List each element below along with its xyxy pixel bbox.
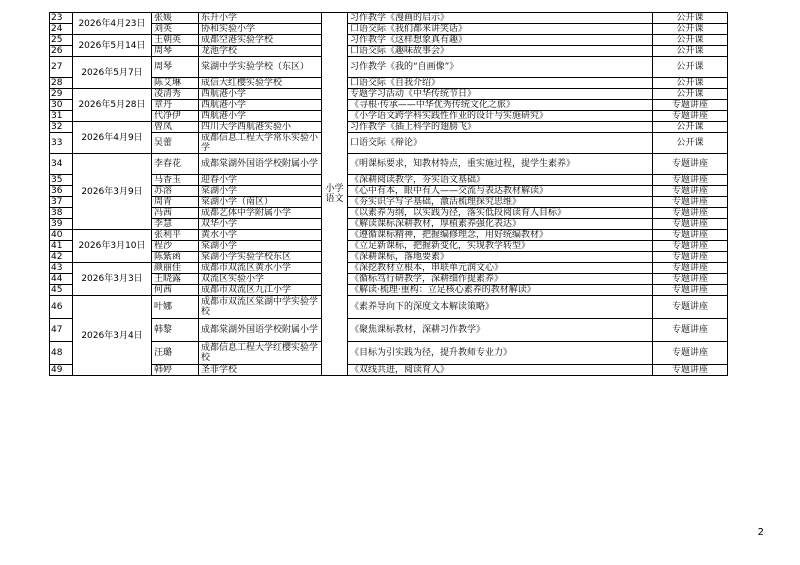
row-number: 26 [50, 46, 73, 57]
table-row [50, 342, 728, 365]
row-number: 41 [50, 241, 73, 252]
row-number: 37 [50, 197, 73, 208]
teacher-name: 曾凤 [152, 122, 199, 133]
table-row [50, 100, 728, 111]
table-row [50, 46, 728, 57]
row-number: 27 [50, 57, 73, 78]
teacher-name: 章丹 [152, 100, 199, 111]
lesson-title: 《解读课标深耕教材，厚植素养强化表达》 [348, 219, 653, 230]
teacher-name: 韩黎 [152, 319, 199, 342]
row-number: 25 [50, 35, 73, 46]
table-row [50, 175, 728, 186]
school-cell: 成都信息工程大学常乐实验小学 [199, 133, 322, 154]
lesson-title: 习作教学《插上科学的翅膀飞》 [348, 122, 653, 133]
school-cell: 西航港小学 [199, 111, 322, 122]
lesson-type: 公开课 [653, 46, 728, 57]
row-number: 29 [50, 89, 73, 100]
row-number: 24 [50, 24, 73, 35]
table-row [50, 252, 728, 263]
table-row [50, 219, 728, 230]
school-cell: 棠湖小学（南区） [199, 197, 322, 208]
lesson-title: 《遵循课标精神，把握编修理念，用好统编教材》 [348, 230, 653, 241]
lesson-type: 专题讲座 [653, 263, 728, 274]
table-row [50, 78, 728, 89]
table-row [50, 186, 728, 197]
lesson-type: 专题讲座 [653, 365, 728, 376]
table-row [50, 208, 728, 219]
lesson-type: 公开课 [653, 13, 728, 24]
table-row [50, 319, 728, 342]
lesson-type: 专题讲座 [653, 154, 728, 175]
row-number: 36 [50, 186, 73, 197]
lesson-type: 公开课 [653, 133, 728, 154]
teacher-name: 代净伊 [152, 111, 199, 122]
row-number: 28 [50, 78, 73, 89]
lesson-title: 《素养导向下的深度文本解读策略》 [348, 296, 653, 319]
table-row [50, 122, 728, 133]
teacher-name: 陈紫函 [152, 252, 199, 263]
lesson-type: 专题讲座 [653, 186, 728, 197]
teacher-name: 王朝英 [152, 35, 199, 46]
lesson-title: 口语交际《我们都来讲笑话》 [348, 24, 653, 35]
school-cell: 棠湖小学实验学校东区 [199, 252, 322, 263]
lesson-type: 公开课 [653, 24, 728, 35]
lesson-title: 《聚焦课标教材，深耕习作教学》 [348, 319, 653, 342]
lesson-title: 《小学语文跨学科实践性作业的设计与实施研究》 [348, 111, 653, 122]
table-row [50, 111, 728, 122]
lesson-title: 《寻根·传承——中华优秀传统文化之旅》 [348, 100, 653, 111]
school-cell: 成都艺体中学附属小学 [199, 208, 322, 219]
row-number: 48 [50, 342, 73, 365]
lesson-title: 《解读·梳理·重构：立足核心素养的教材解读》 [348, 285, 653, 296]
lesson-type: 专题讲座 [653, 111, 728, 122]
date-cell: 2026年3月3日 [73, 263, 152, 296]
school-cell: 棠湖小学 [199, 186, 322, 197]
table-row [50, 13, 728, 24]
table-row [50, 263, 728, 274]
lesson-type: 专题讲座 [653, 197, 728, 208]
teacher-name: 韩婷 [152, 365, 199, 376]
row-number: 39 [50, 219, 73, 230]
lesson-title: 专题学习活动《中华传统节日》 [348, 89, 653, 100]
date-cell: 2026年4月9日 [73, 122, 152, 154]
row-number: 23 [50, 13, 73, 24]
table-row [50, 365, 728, 376]
lesson-type: 专题讲座 [653, 230, 728, 241]
teacher-name: 何茜 [152, 285, 199, 296]
school-cell: 东升小学 [199, 13, 322, 24]
row-number: 34 [50, 154, 73, 175]
school-cell: 成都棠湖外国语学校附属小学 [199, 319, 322, 342]
date-cell: 2026年4月23日 [73, 13, 152, 35]
row-number: 40 [50, 230, 73, 241]
teacher-name: 周青 [152, 197, 199, 208]
school-cell: 成都棠湖外国语学校附属小学 [199, 154, 322, 175]
lesson-type: 公开课 [653, 78, 728, 89]
date-cell: 2026年3月10日 [73, 230, 152, 263]
lesson-title: 口语交际《自我介绍》 [348, 78, 653, 89]
table-row [50, 274, 728, 285]
row-number: 44 [50, 274, 73, 285]
school-cell: 黄水小学 [199, 230, 322, 241]
teacher-name: 李春花 [152, 154, 199, 175]
school-cell: 双华小学 [199, 219, 322, 230]
table-row [50, 197, 728, 208]
school-cell: 成信大红樱实验学校 [199, 78, 322, 89]
lesson-type: 专题讲座 [653, 319, 728, 342]
table-row [50, 57, 728, 78]
lesson-type: 公开课 [653, 35, 728, 46]
lesson-title: 口语交际《趣味故事会》 [348, 46, 653, 57]
school-cell: 四川大学西航港实验小 [199, 122, 322, 133]
teacher-name: 周琴 [152, 46, 199, 57]
school-cell: 棠湖小学 [199, 241, 322, 252]
lesson-type: 专题讲座 [653, 285, 728, 296]
row-number: 42 [50, 252, 73, 263]
lesson-title: 《循标笃行研教学，深耕细作提素养》 [348, 274, 653, 285]
lesson-type: 专题讲座 [653, 175, 728, 186]
lesson-type: 专题讲座 [653, 241, 728, 252]
lesson-title: 《深耕阅读教学，夯实语文基础》 [348, 175, 653, 186]
date-cell: 2026年5月14日 [73, 35, 152, 57]
row-number: 30 [50, 100, 73, 111]
row-number: 46 [50, 296, 73, 319]
school-cell: 龙池学校 [199, 46, 322, 57]
teacher-name: 汪璐 [152, 342, 199, 365]
lesson-type: 公开课 [653, 57, 728, 78]
teacher-name: 刘英 [152, 24, 199, 35]
date-cell: 2026年3月9日 [73, 154, 152, 230]
lesson-title: 《以素养为纲，以实践为径，落实低段阅读育人目标》 [348, 208, 653, 219]
lesson-title: 习作教学《我的“自画像”》 [348, 57, 653, 78]
teacher-name: 凌清秀 [152, 89, 199, 100]
table-row [50, 241, 728, 252]
date-cell: 2026年5月7日 [73, 57, 152, 89]
table-row [50, 133, 728, 154]
table-row [50, 35, 728, 46]
row-number: 43 [50, 263, 73, 274]
school-cell: 圣菲学校 [199, 365, 322, 376]
table-row [50, 285, 728, 296]
date-cell: 2026年5月28日 [73, 89, 152, 122]
row-number: 35 [50, 175, 73, 186]
teacher-name: 李慧 [152, 219, 199, 230]
lesson-type: 专题讲座 [653, 342, 728, 365]
lesson-title: 《深挖教材立根本，串联单元润文心》 [348, 263, 653, 274]
lesson-type: 专题讲座 [653, 252, 728, 263]
teacher-name: 颜丽佳 [152, 263, 199, 274]
row-number: 31 [50, 111, 73, 122]
lesson-type: 专题讲座 [653, 208, 728, 219]
lesson-type: 公开课 [653, 89, 728, 100]
school-cell: 成都市双流区黄水小学 [199, 263, 322, 274]
school-cell: 西航港小学 [199, 100, 322, 111]
table-row [50, 154, 728, 175]
school-cell: 成都市双流区棠湖中学实验学校 [199, 296, 322, 319]
row-number: 45 [50, 285, 73, 296]
school-cell: 双流区实验小学 [199, 274, 322, 285]
teacher-name: 冯茜 [152, 208, 199, 219]
row-number: 33 [50, 133, 73, 154]
lesson-type: 公开课 [653, 122, 728, 133]
teacher-name: 吴蕾 [152, 133, 199, 154]
row-number: 47 [50, 319, 73, 342]
teacher-name: 苏溶 [152, 186, 199, 197]
lesson-type: 专题讲座 [653, 100, 728, 111]
lesson-title: 习作教学《这样想象真有趣》 [348, 35, 653, 46]
lesson-title: 习作教学《漫画的启示》 [348, 13, 653, 24]
lesson-type: 专题讲座 [653, 274, 728, 285]
lesson-title: 《夯实识字写字基础，激活梳理探究思维》 [348, 197, 653, 208]
schedule-table [49, 12, 728, 376]
lesson-title: 《明课标要求，知教材特点，重实施过程，提学生素养》 [348, 154, 653, 175]
teacher-name: 陈艾琳 [152, 78, 199, 89]
lesson-title: 《目标为引实践为径，提升教师专业力》 [348, 342, 653, 365]
date-cell: 2026年3月4日 [73, 296, 152, 376]
teacher-name: 周琴 [152, 57, 199, 78]
table-row [50, 24, 728, 35]
teacher-name: 王晓露 [152, 274, 199, 285]
school-cell: 协和实验小学 [199, 24, 322, 35]
lesson-title: 《立足新课标，把握新变化，实现教学转型》 [348, 241, 653, 252]
lesson-title: 《双线共进，阅读育人》 [348, 365, 653, 376]
school-cell: 棠湖中学实验学校（东区） [199, 57, 322, 78]
teacher-name: 马香玉 [152, 175, 199, 186]
teacher-name: 张媛 [152, 13, 199, 24]
lesson-type: 专题讲座 [653, 219, 728, 230]
school-cell: 成都信息工程大学红樱实验学校 [199, 342, 322, 365]
row-number: 49 [50, 365, 73, 376]
table-row [50, 89, 728, 100]
table-row [50, 230, 728, 241]
school-cell: 成都市双流区九江小学 [199, 285, 322, 296]
row-number: 38 [50, 208, 73, 219]
lesson-title: 《心中有本，眼中有人——交流与表达教材解读》 [348, 186, 653, 197]
lesson-type: 专题讲座 [653, 296, 728, 319]
row-number: 32 [50, 122, 73, 133]
teacher-name: 叶娜 [152, 296, 199, 319]
lesson-title: 《深耕课标，落地要素》 [348, 252, 653, 263]
teacher-name: 程沙 [152, 241, 199, 252]
teacher-name: 张利平 [152, 230, 199, 241]
table-row [50, 296, 728, 319]
subject-cell: 小学语文 [322, 13, 348, 376]
school-cell: 成都空港实验学校 [199, 35, 322, 46]
lesson-title: 口语交际《辩论》 [348, 133, 653, 154]
school-cell: 西航港小学 [199, 89, 322, 100]
page-number: 2 [757, 527, 764, 538]
school-cell: 迎春小学 [199, 175, 322, 186]
